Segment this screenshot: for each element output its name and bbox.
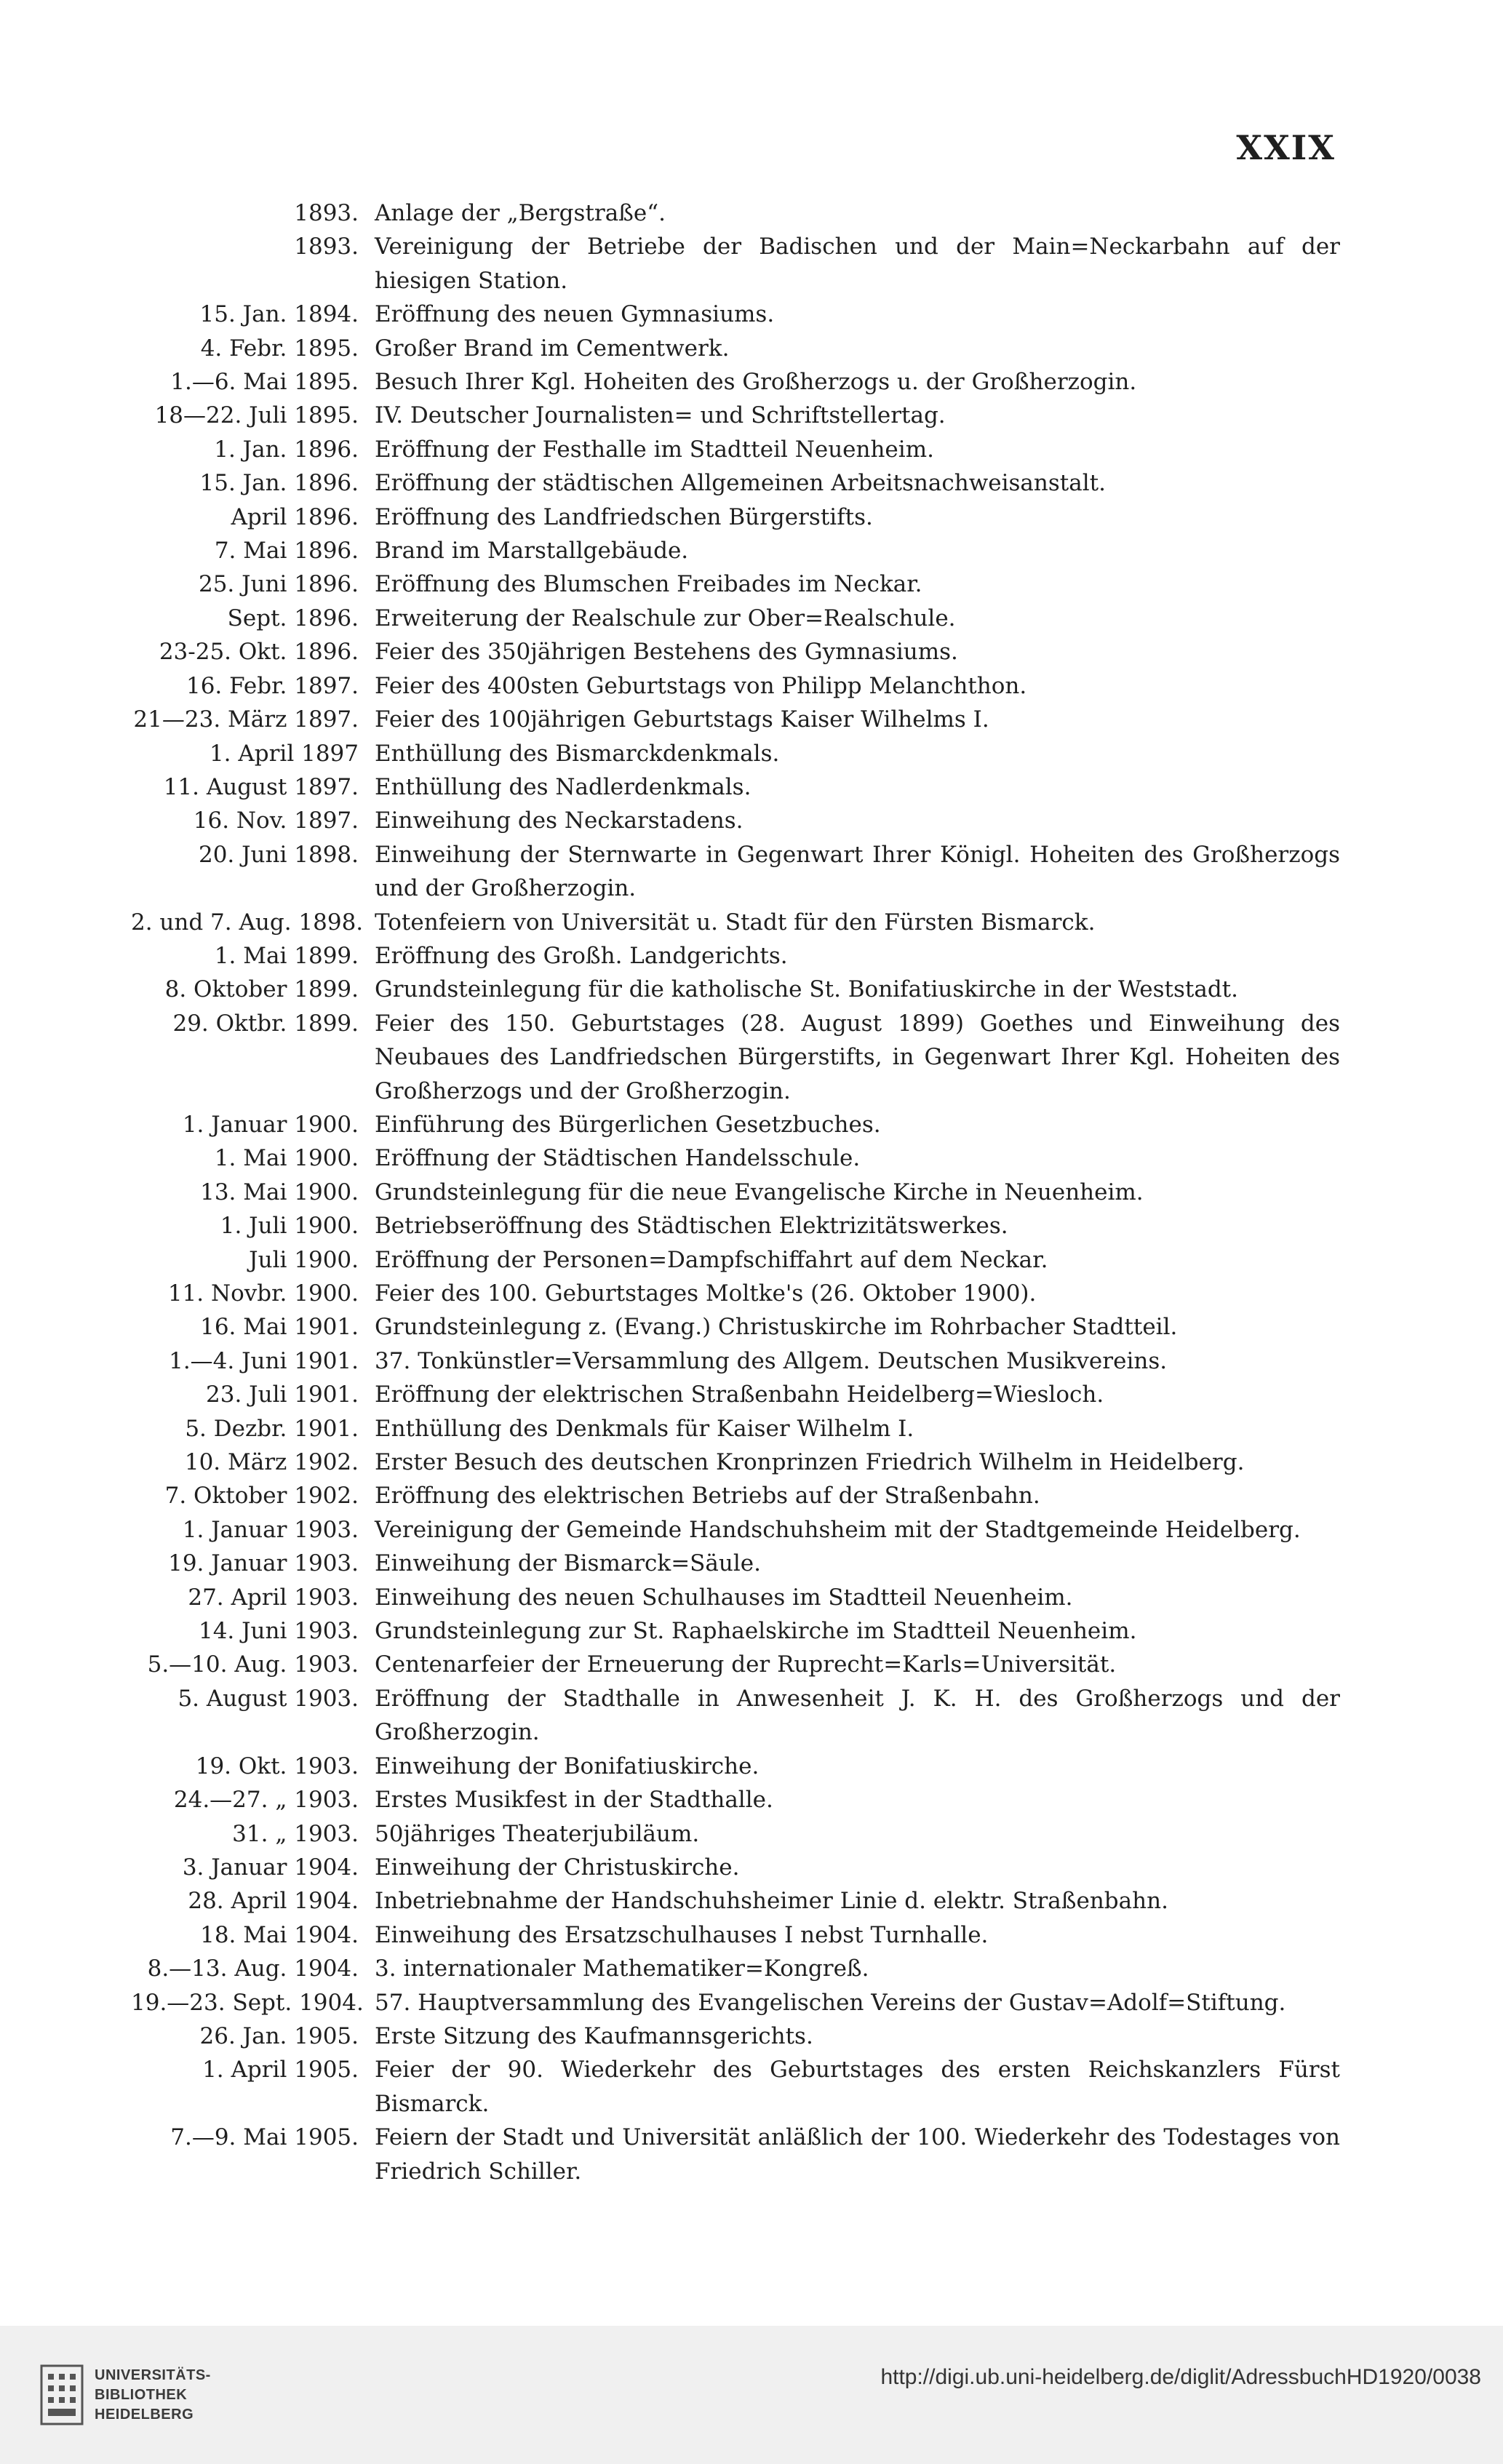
- entry-date: 24.—27. „ 1903.: [173, 1787, 359, 1814]
- chronicle-entry: [131, 332, 1340, 365]
- chronicle-entry: [131, 669, 1340, 703]
- entry-date: 1893.: [294, 200, 359, 226]
- entry-text: Grundsteinlegung für die neue Evangelische Kirche in Neuenheim.: [375, 1179, 1144, 1205]
- library-name-line: HEIDELBERG: [95, 2406, 194, 2423]
- chronicle-entry: [131, 534, 1340, 567]
- entry-date: 13. Mai 1900.: [200, 1179, 359, 1205]
- chronicle-entry: [131, 1884, 1340, 1918]
- chronicle-entry: [131, 1344, 1340, 1378]
- entry-date: 7. Oktober 1902.: [164, 1483, 359, 1510]
- entry-date: 19. Okt. 1903.: [195, 1753, 359, 1779]
- chronicle-entry: [131, 1209, 1340, 1243]
- chronicle-entry: [131, 635, 1340, 669]
- entry-text: Einweihung der Sternwarte in Gegenwart Ihrer Königl. Hoheiten des Großherzogs und der Großherzogin.: [375, 841, 1340, 902]
- entry-text: Einweihung des Ersatzschulhauses I nebst Turnhalle.: [375, 1921, 989, 1948]
- entry-text: 50jähriges Theaterjubiläum.: [375, 1820, 700, 1847]
- entry-text: Einweihung des neuen Schulhauses im Stadtteil Neuenheim.: [375, 1584, 1073, 1611]
- entry-date: 7.—9. Mai 1905.: [170, 2124, 359, 2151]
- entry-text: Enthüllung des Bismarckdenkmals.: [375, 740, 780, 767]
- entry-text: Centenarfeier der Erneuerung der Ruprecht=Karls=Universität.: [375, 1651, 1117, 1678]
- entry-text: Eröffnung des elektrischen Betriebs auf der Straßenbahn.: [375, 1483, 1040, 1510]
- entry-date: 3. Januar 1904.: [182, 1854, 359, 1881]
- entry-date: 1. Mai 1900.: [214, 1145, 359, 1172]
- entry-date: 14. Juni 1903.: [198, 1618, 359, 1645]
- chronicle-entry: [131, 1682, 1340, 1750]
- entry-date: 1893.: [294, 234, 359, 260]
- chronicle-entry: [131, 365, 1340, 399]
- entry-text: Einweihung des Neckarstadens.: [375, 808, 743, 834]
- chronicle-entry: [131, 567, 1340, 601]
- chronicle-entry: [131, 2121, 1340, 2188]
- entry-date: 19.—23. Sept. 1904.: [131, 1989, 364, 2016]
- entry-text: Einweihung der Bonifatiuskirche.: [375, 1753, 760, 1779]
- entry-date: 1. April 1905.: [202, 2057, 359, 2084]
- chronicle-entry: [131, 433, 1340, 466]
- chronicle-entry: [131, 1176, 1340, 1209]
- chronicle-entry: [131, 230, 1340, 298]
- entry-text: Enthüllung des Denkmals für Kaiser Wilhelm I.: [375, 1415, 914, 1442]
- entry-date: 31. „ 1903.: [232, 1820, 359, 1847]
- entry-date: Sept. 1896.: [227, 605, 359, 631]
- chronicle-list: [131, 196, 1340, 2188]
- entry-date: 1. Juli 1900.: [220, 1213, 359, 1240]
- entry-text: Eröffnung der Städtischen Handelsschule.: [375, 1145, 861, 1172]
- entry-date: 7. Mai 1896.: [214, 538, 359, 565]
- entry-text: Eröffnung der Festhalle im Stadtteil Neuenheim.: [375, 436, 934, 463]
- source-url-link[interactable]: http://digi.ub.uni-heidelberg.de/diglit/AdressbuchHD1920/0038: [880, 2365, 1481, 2389]
- chronicle-entry: [131, 1648, 1340, 1681]
- entry-text: Feier des 350jährigen Bestehens des Gymnasiums.: [375, 639, 958, 666]
- entry-text: Grundsteinlegung zur St. Raphaelskirche im Stadtteil Neuenheim.: [375, 1618, 1137, 1645]
- entry-text: Eröffnung der städtischen Allgemeinen Arbeitsnachweisanstalt.: [375, 470, 1106, 497]
- entry-text: Erstes Musikfest in der Stadthalle.: [375, 1787, 773, 1814]
- entry-date: 19. Januar 1903.: [168, 1550, 359, 1577]
- chronicle-entry: [131, 501, 1340, 534]
- entry-date: 18. Mai 1904.: [200, 1921, 359, 1948]
- entry-date: 23. Juli 1901.: [206, 1381, 359, 1408]
- entry-text: Grundsteinlegung für die katholische St. Bonifatiuskirche in der Weststadt.: [375, 976, 1238, 1003]
- chronicle-entry: [131, 1986, 1340, 2020]
- chronicle-entry: [131, 1817, 1340, 1851]
- entry-text: 57. Hauptversammlung des Evangelischen Vereins der Gustav=Adolf=Stiftung.: [375, 1989, 1286, 2016]
- chronicle-entry: [131, 1581, 1340, 1614]
- entry-text: Feier des 100jährigen Geburtstags Kaiser Wilhelms I.: [375, 706, 989, 733]
- entry-text: Erster Besuch des deutschen Kronprinzen Friedrich Wilhelm in Heidelberg.: [375, 1449, 1245, 1476]
- entry-date: 1.—4. Juni 1901.: [169, 1347, 359, 1374]
- entry-date: 15. Jan. 1896.: [199, 470, 359, 497]
- entry-text: Eröffnung der Personen=Dampfschiffahrt auf dem Neckar.: [375, 1246, 1048, 1273]
- chronicle-entry: [131, 1007, 1340, 1108]
- entry-text: Feier der 90. Wiederkehr des Geburtstages des ersten Reichskanzlers Fürst Bismarck.: [375, 2057, 1340, 2117]
- entry-text: Feier des 100. Geburtstages Moltke's (26. Oktober 1900).: [375, 1280, 1037, 1307]
- chronicle-entry: [131, 196, 1340, 230]
- entry-text: Vereinigung der Betriebe der Badischen und der Main=Neckarbahn auf der hiesigen Station.: [375, 234, 1340, 294]
- chronicle-entry: [131, 2020, 1340, 2053]
- chronicle-entry: [131, 1479, 1340, 1512]
- entry-date: 1. Januar 1903.: [182, 1516, 359, 1543]
- entry-date: 8. Oktober 1899.: [164, 976, 359, 1003]
- entry-date: 23-25. Okt. 1896.: [159, 639, 359, 666]
- entry-date: 15. Jan. 1894.: [199, 301, 359, 328]
- library-name-line: BIBLIOTHEK: [95, 2386, 188, 2403]
- entry-date: 5. Dezbr. 1901.: [185, 1415, 359, 1442]
- entry-date: 26. Jan. 1905.: [199, 2022, 359, 2049]
- chronicle-entry: [131, 770, 1340, 804]
- chronicle-entry: [131, 1513, 1340, 1547]
- chronicle-entry: [131, 1108, 1340, 1141]
- entry-text: Erweiterung der Realschule zur Ober=Realschule.: [375, 605, 956, 631]
- entry-text: Feiern der Stadt und Universität anläßlich der 100. Wiederkehr des Todestages von Friedrich Schiller.: [375, 2124, 1340, 2185]
- entry-text: Anlage der „Bergstraße“.: [375, 200, 666, 226]
- entry-text: Eröffnung des Großh. Landgerichts.: [375, 942, 788, 969]
- entry-date: 11. August 1897.: [163, 773, 359, 800]
- entry-text: Eröffnung des Landfriedschen Bürgerstifts.: [375, 503, 873, 530]
- chronicle-entry: [131, 939, 1340, 973]
- chronicle-entry: [131, 1378, 1340, 1411]
- entry-date: 8.—13. Aug. 1904.: [147, 1955, 359, 1982]
- entry-text: Eröffnung der Stadthalle in Anwesenheit J. K. H. des Großherzogs und der Großherzogin.: [375, 1685, 1340, 1746]
- entry-text: Brand im Marstallgebäude.: [375, 538, 689, 565]
- entry-date: 2. und 7. Aug. 1898.: [131, 909, 364, 936]
- entry-text: Eröffnung des neuen Gymnasiums.: [375, 301, 775, 328]
- entry-date: 20. Juni 1898.: [198, 841, 359, 868]
- entry-text: 3. internationaler Mathematiker=Kongreß.: [375, 1955, 869, 1982]
- chronicle-entry: [131, 1412, 1340, 1446]
- chronicle-entry: [131, 1952, 1340, 1985]
- library-name: [95, 2366, 211, 2425]
- library-logo[interactable]: [39, 2364, 211, 2426]
- entry-date: 16. Febr. 1897.: [186, 672, 359, 699]
- entry-text: Grundsteinlegung z. (Evang.) Christuskirche im Rohrbacher Stadtteil.: [375, 1314, 1178, 1341]
- entry-text: IV. Deutscher Journalisten= und Schriftstellertag.: [375, 402, 946, 429]
- entry-text: Eröffnung des Blumschen Freibades im Neckar.: [375, 571, 922, 598]
- library-name-line: UNIVERSITÄTS-: [95, 2367, 211, 2383]
- entry-date: 1. Januar 1900.: [182, 1111, 359, 1138]
- entry-date: 1. Mai 1899.: [214, 942, 359, 969]
- entry-date: 16. Mai 1901.: [200, 1314, 359, 1341]
- chronicle-entry: [131, 399, 1340, 432]
- chronicle-entry: [131, 298, 1340, 331]
- entry-date: 25. Juni 1896.: [198, 571, 359, 598]
- entry-date: 1. Jan. 1896.: [214, 436, 359, 463]
- chronicle-entry: [131, 703, 1340, 736]
- entry-text: Eröffnung der elektrischen Straßenbahn Heidelberg=Wiesloch.: [375, 1381, 1104, 1408]
- entry-date: 16. Nov. 1897.: [193, 808, 359, 834]
- footer-bar: [0, 2326, 1503, 2464]
- chronicle-entry: [131, 1547, 1340, 1580]
- entry-date: Juli 1900.: [249, 1246, 359, 1273]
- chronicle-entry: [131, 1614, 1340, 1648]
- chronicle-entry: [131, 1783, 1340, 1817]
- chronicle-entry: [131, 838, 1340, 906]
- chronicle-entry: [131, 602, 1340, 635]
- entry-text: Besuch Ihrer Kgl. Hoheiten des Großherzogs u. der Großherzogin.: [375, 369, 1137, 396]
- entry-text: Inbetriebnahme der Handschuhsheimer Linie d. elektr. Straßenbahn.: [375, 1888, 1168, 1915]
- entry-date: 27. April 1903.: [188, 1584, 359, 1611]
- entry-text: Totenfeiern von Universität u. Stadt für den Fürsten Bismarck.: [375, 909, 1096, 936]
- entry-date: 4. Febr. 1895.: [200, 335, 359, 362]
- entry-text: Vereinigung der Gemeinde Handschuhsheim mit der Stadtgemeinde Heidelberg.: [375, 1516, 1301, 1543]
- entry-text: Einweihung der Bismarck=Säule.: [375, 1550, 761, 1577]
- chronicle-entry: [131, 1277, 1340, 1310]
- entry-date: 1. April 1897: [209, 740, 359, 767]
- chronicle-entry: [131, 1918, 1340, 1952]
- chronicle-entry: [131, 1750, 1340, 1783]
- entry-text: Einführung des Bürgerlichen Gesetzbuches.: [375, 1111, 881, 1138]
- chronicle-entry: [131, 737, 1340, 770]
- entry-date: 1.—6. Mai 1895.: [170, 369, 359, 396]
- entry-date: 11. Novbr. 1900.: [167, 1280, 359, 1307]
- entry-date: 10. März 1902.: [184, 1449, 359, 1476]
- chronicle-entry: [131, 906, 1340, 939]
- chronicle-entry: [131, 1851, 1340, 1884]
- entry-text: Erste Sitzung des Kaufmannsgerichts.: [375, 2022, 813, 2049]
- entry-text: Betriebseröffnung des Städtischen Elektrizitätswerkes.: [375, 1213, 1008, 1240]
- page-number: XXIX: [1236, 128, 1336, 167]
- entry-text: Feier des 150. Geburtstages (28. August 1899) Goethes und Einweihung des Neubaues des Landfriedschen Bürgerstifts, in Gegenwart Ihrer Kgl. Hoheiten des Großherzogs und der Großherzogin.: [375, 1010, 1340, 1104]
- entry-text: Einweihung der Christuskirche.: [375, 1854, 740, 1881]
- chronicle-entry: [131, 1243, 1340, 1277]
- entry-date: 5.—10. Aug. 1903.: [147, 1651, 359, 1678]
- entry-date: 5. August 1903.: [178, 1685, 359, 1712]
- entry-date: 18—22. Juli 1895.: [154, 402, 359, 429]
- entry-date: 29. Oktbr. 1899.: [172, 1010, 359, 1037]
- chronicle-entry: [131, 2053, 1340, 2121]
- entry-text: Enthüllung des Nadlerdenkmals.: [375, 773, 752, 800]
- entry-date: 21—23. März 1897.: [133, 706, 359, 733]
- entry-text: Feier des 400sten Geburtstags von Philipp Melanchthon.: [375, 672, 1027, 699]
- entry-date: 28. April 1904.: [188, 1888, 359, 1915]
- chronicle-entry: [131, 804, 1340, 837]
- library-seal-icon: [39, 2364, 84, 2426]
- chronicle-entry: [131, 973, 1340, 1006]
- entry-text: Großer Brand im Cementwerk.: [375, 335, 730, 362]
- chronicle-entry: [131, 1446, 1340, 1479]
- chronicle-entry: [131, 466, 1340, 500]
- chronicle-entry: [131, 1141, 1340, 1175]
- entry-text: 37. Tonkünstler=Versammlung des Allgem. Deutschen Musikvereins.: [375, 1347, 1168, 1374]
- chronicle-entry: [131, 1310, 1340, 1344]
- entry-date: April 1896.: [231, 503, 359, 530]
